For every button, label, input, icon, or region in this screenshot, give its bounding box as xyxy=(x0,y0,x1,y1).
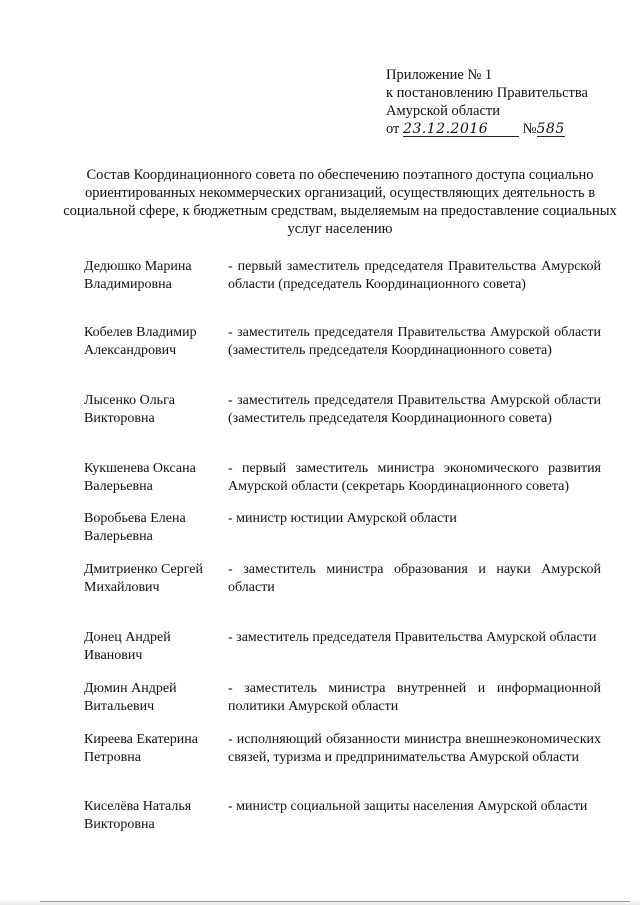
handwritten-number: 585 xyxy=(536,121,565,137)
member-name: Дюмин Андрей Витальевич xyxy=(84,681,177,714)
member-role: - заместитель председателя Правительства Амурской области (заместитель председателя Координационного совета) xyxy=(228,325,601,358)
scan-bottom-edge xyxy=(0,899,640,905)
member-role: - первый заместитель министра экономического развития Амурской области (секретарь Координационного совета) xyxy=(228,461,601,494)
member-role: - исполняющий обязанности министра внешнеэкономических связей, туризма и предпринимательства Амурской области xyxy=(228,732,601,765)
member-name: Лысенко Ольга Викторовна xyxy=(84,393,176,426)
member-name: Дмитриенко Сергей Михайлович xyxy=(84,562,203,595)
number-prefix: № xyxy=(522,121,537,137)
appendix-region: Амурской области xyxy=(386,103,500,119)
appendix-date-line xyxy=(386,120,626,138)
member-name: Донец Андрей Иванович xyxy=(84,630,171,663)
member-name: Киселёва Наталья Викторовна xyxy=(84,799,192,832)
member-role: - министр социальной защиты населения Амурской области xyxy=(228,799,588,814)
member-role: - заместитель министра образования и науки Амурской области xyxy=(228,562,601,595)
date-prefix: от xyxy=(386,121,400,137)
scan-artifact-line xyxy=(40,901,630,902)
appendix-header xyxy=(386,66,626,138)
handwritten-date: 23.12.2016 xyxy=(403,123,519,137)
member-name: Киреева Екатерина Петровна xyxy=(84,732,198,765)
member-name: Кобелев Владимир Александрович xyxy=(84,325,197,358)
member-name: Воробьева Елена Валерьевна xyxy=(84,511,186,544)
member-name: Дедюшко Марина Владимировна xyxy=(84,259,192,292)
document-title: Состав Координационного совета по обеспечению поэтапного доступа социально ориентированных некоммерческих организаций, осуществляющих деятельность в социальной сфере, к бюджетным средствам, выделяемым на предоставление социальных услуг населению xyxy=(63,167,617,237)
member-role: - министр юстиции Амурской области xyxy=(228,511,457,526)
appendix-number: Приложение № 1 xyxy=(386,67,493,83)
appendix-resolution: к постановлению Правительства xyxy=(386,85,588,101)
member-role: - заместитель председателя Правительства Амурской области (заместитель председателя Координационного совета) xyxy=(228,393,601,426)
member-role: - первый заместитель председателя Правительства Амурской области (председатель Координационного совета) xyxy=(228,259,601,292)
member-role: - заместитель председателя Правительства Амурской области xyxy=(228,630,597,645)
member-name: Кукшенева Оксана Валерьевна xyxy=(84,461,196,494)
member-role: - заместитель министра внутренней и информационной политики Амурской области xyxy=(228,681,601,714)
